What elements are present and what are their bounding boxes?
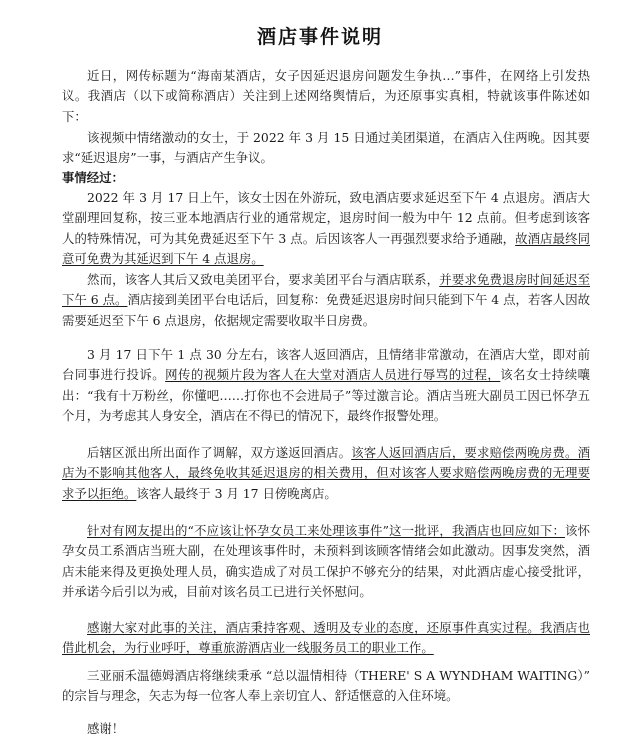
closing bbox=[62, 719, 590, 739]
paragraph-9-text: 三亚丽禾温德姆酒店将继续秉承 “总以温情相待（THERE' S A WYNDHAM WAITING）” 的宗旨与理念，矢志为每一位客人奉上亲切宜人、舒适惬意的入住环境。 bbox=[62, 668, 590, 704]
paragraph-5 bbox=[62, 345, 590, 427]
intro-paragraph bbox=[62, 66, 590, 127]
paragraph-3-text: 2022 年 3 月 17 日上午，该女士因在外游玩，致电酒店要求延迟至下午 4 点退房。酒店大堂副理回复称，按三亚本地酒店行业的通常规定，退房时间一般为中午 12 点前。但考虑到该客人的特殊情况，可为其免费延迟至下午 3 点。后因该客人一再强烈要求给予通融， bbox=[62, 190, 590, 246]
paragraph-7-text-b: 该怀孕女员工系酒店当班大副，在处理该事件时，未预料到该顾客情绪会如此激动。因事发突然，酒店未能来得及更换处理人员，确实造成了对员工保护不够充分的结果，对此酒店虚心接受批评，并承诺今后引以为戒，目前对该名员工已进行关怀慰问。 bbox=[62, 523, 591, 600]
paragraph-6 bbox=[62, 443, 590, 504]
paragraph-7-underlined: 针对有网友提出的“不应该让怀孕女员工来处理该事件”这一批评，我酒店也回应如下： bbox=[87, 523, 566, 538]
paragraph-6-text-b: 该客人最终于 3 月 17 日傍晚离店。 bbox=[136, 485, 337, 501]
closing-text: 感谢！ bbox=[87, 721, 125, 736]
section-heading-text: 事情经过： bbox=[62, 170, 124, 185]
paragraph-7 bbox=[62, 521, 590, 603]
intro-paragraph-2 bbox=[62, 128, 590, 169]
paragraph-6-text-a: 后辖区派出所出面作了调解，双方遂返回酒店。 bbox=[87, 445, 352, 460]
intro-text: 近日，网传标题为“海南某酒店，女子因延迟退房问题发生争执…”事件，在网络上引发热议。我酒店（以下或简称酒店）关注到上述网络舆情后，为还原事实真相，特就该事件陈述如下： bbox=[62, 68, 590, 124]
paragraph-8 bbox=[62, 618, 590, 659]
paragraph-5-text-a: 3 月 17 日下午 1 点 30 分左右，该客人返回酒店，且情绪非常激动，在酒店大堂，即对前台同事进行投诉。 bbox=[62, 347, 590, 383]
paragraph-4 bbox=[62, 270, 590, 331]
paragraph-4-underlined: 并要求免费退房时间延迟至下午 6 点。 bbox=[62, 272, 591, 308]
paragraph-6-underlined: 该客人返回酒店后，要求赔偿两晚房费。酒店为不影响其他客人，最终免收其延迟退房的相关费用，但对该客人要求赔偿两晚房费的无理要求予以拒绝。 bbox=[62, 445, 591, 501]
paragraph-4-text-a: 然而，该客人其后又致电美团平台，要求美团平台与酒店联系， bbox=[87, 272, 440, 287]
document-title: 酒店事件说明 bbox=[256, 26, 383, 48]
paragraph-8-underlined: 感谢大家对此事的关注，酒店秉持客观、透明及专业的态度，还原事件真实过程。我酒店也借此机会，为行业呼吁，尊重旅游酒店业一线服务员工的职业工作。 bbox=[62, 620, 590, 656]
paragraph-4-text-b: 酒店接到美团平台电话后，回复称：免费延迟退房时间只能到下午 4 点，若客人因故需要延迟至下午 6 点退房，依据规定需要收取半日房费。 bbox=[62, 292, 591, 328]
intro-text-2: 该视频中情绪激动的女士，于 2022 年 3 月 15 日通过美团渠道，在酒店入住两晚。因其要求“延迟退房”一事，与酒店产生争议。 bbox=[62, 130, 590, 166]
paragraph-3-underlined: 故酒店最终同意可免费为其延迟到下午 4 点退房。 bbox=[62, 230, 591, 267]
paragraph-5-underlined: 网传的视频片段为客人在大堂对酒店人员进行辱骂的过程， bbox=[165, 367, 501, 383]
paragraph-5-text-b: 该名女士持续嚷出：“我有十万粉丝，你懂吧……打你也不会进局子”等过激言论。酒店当班大副员工因已怀孕五个月，为考虑其人身安全，酒店在不得已的情况下，最终作报警处理。 bbox=[62, 367, 591, 424]
section-heading bbox=[62, 168, 590, 188]
paragraph-3 bbox=[62, 188, 590, 270]
paragraph-9 bbox=[62, 666, 590, 707]
